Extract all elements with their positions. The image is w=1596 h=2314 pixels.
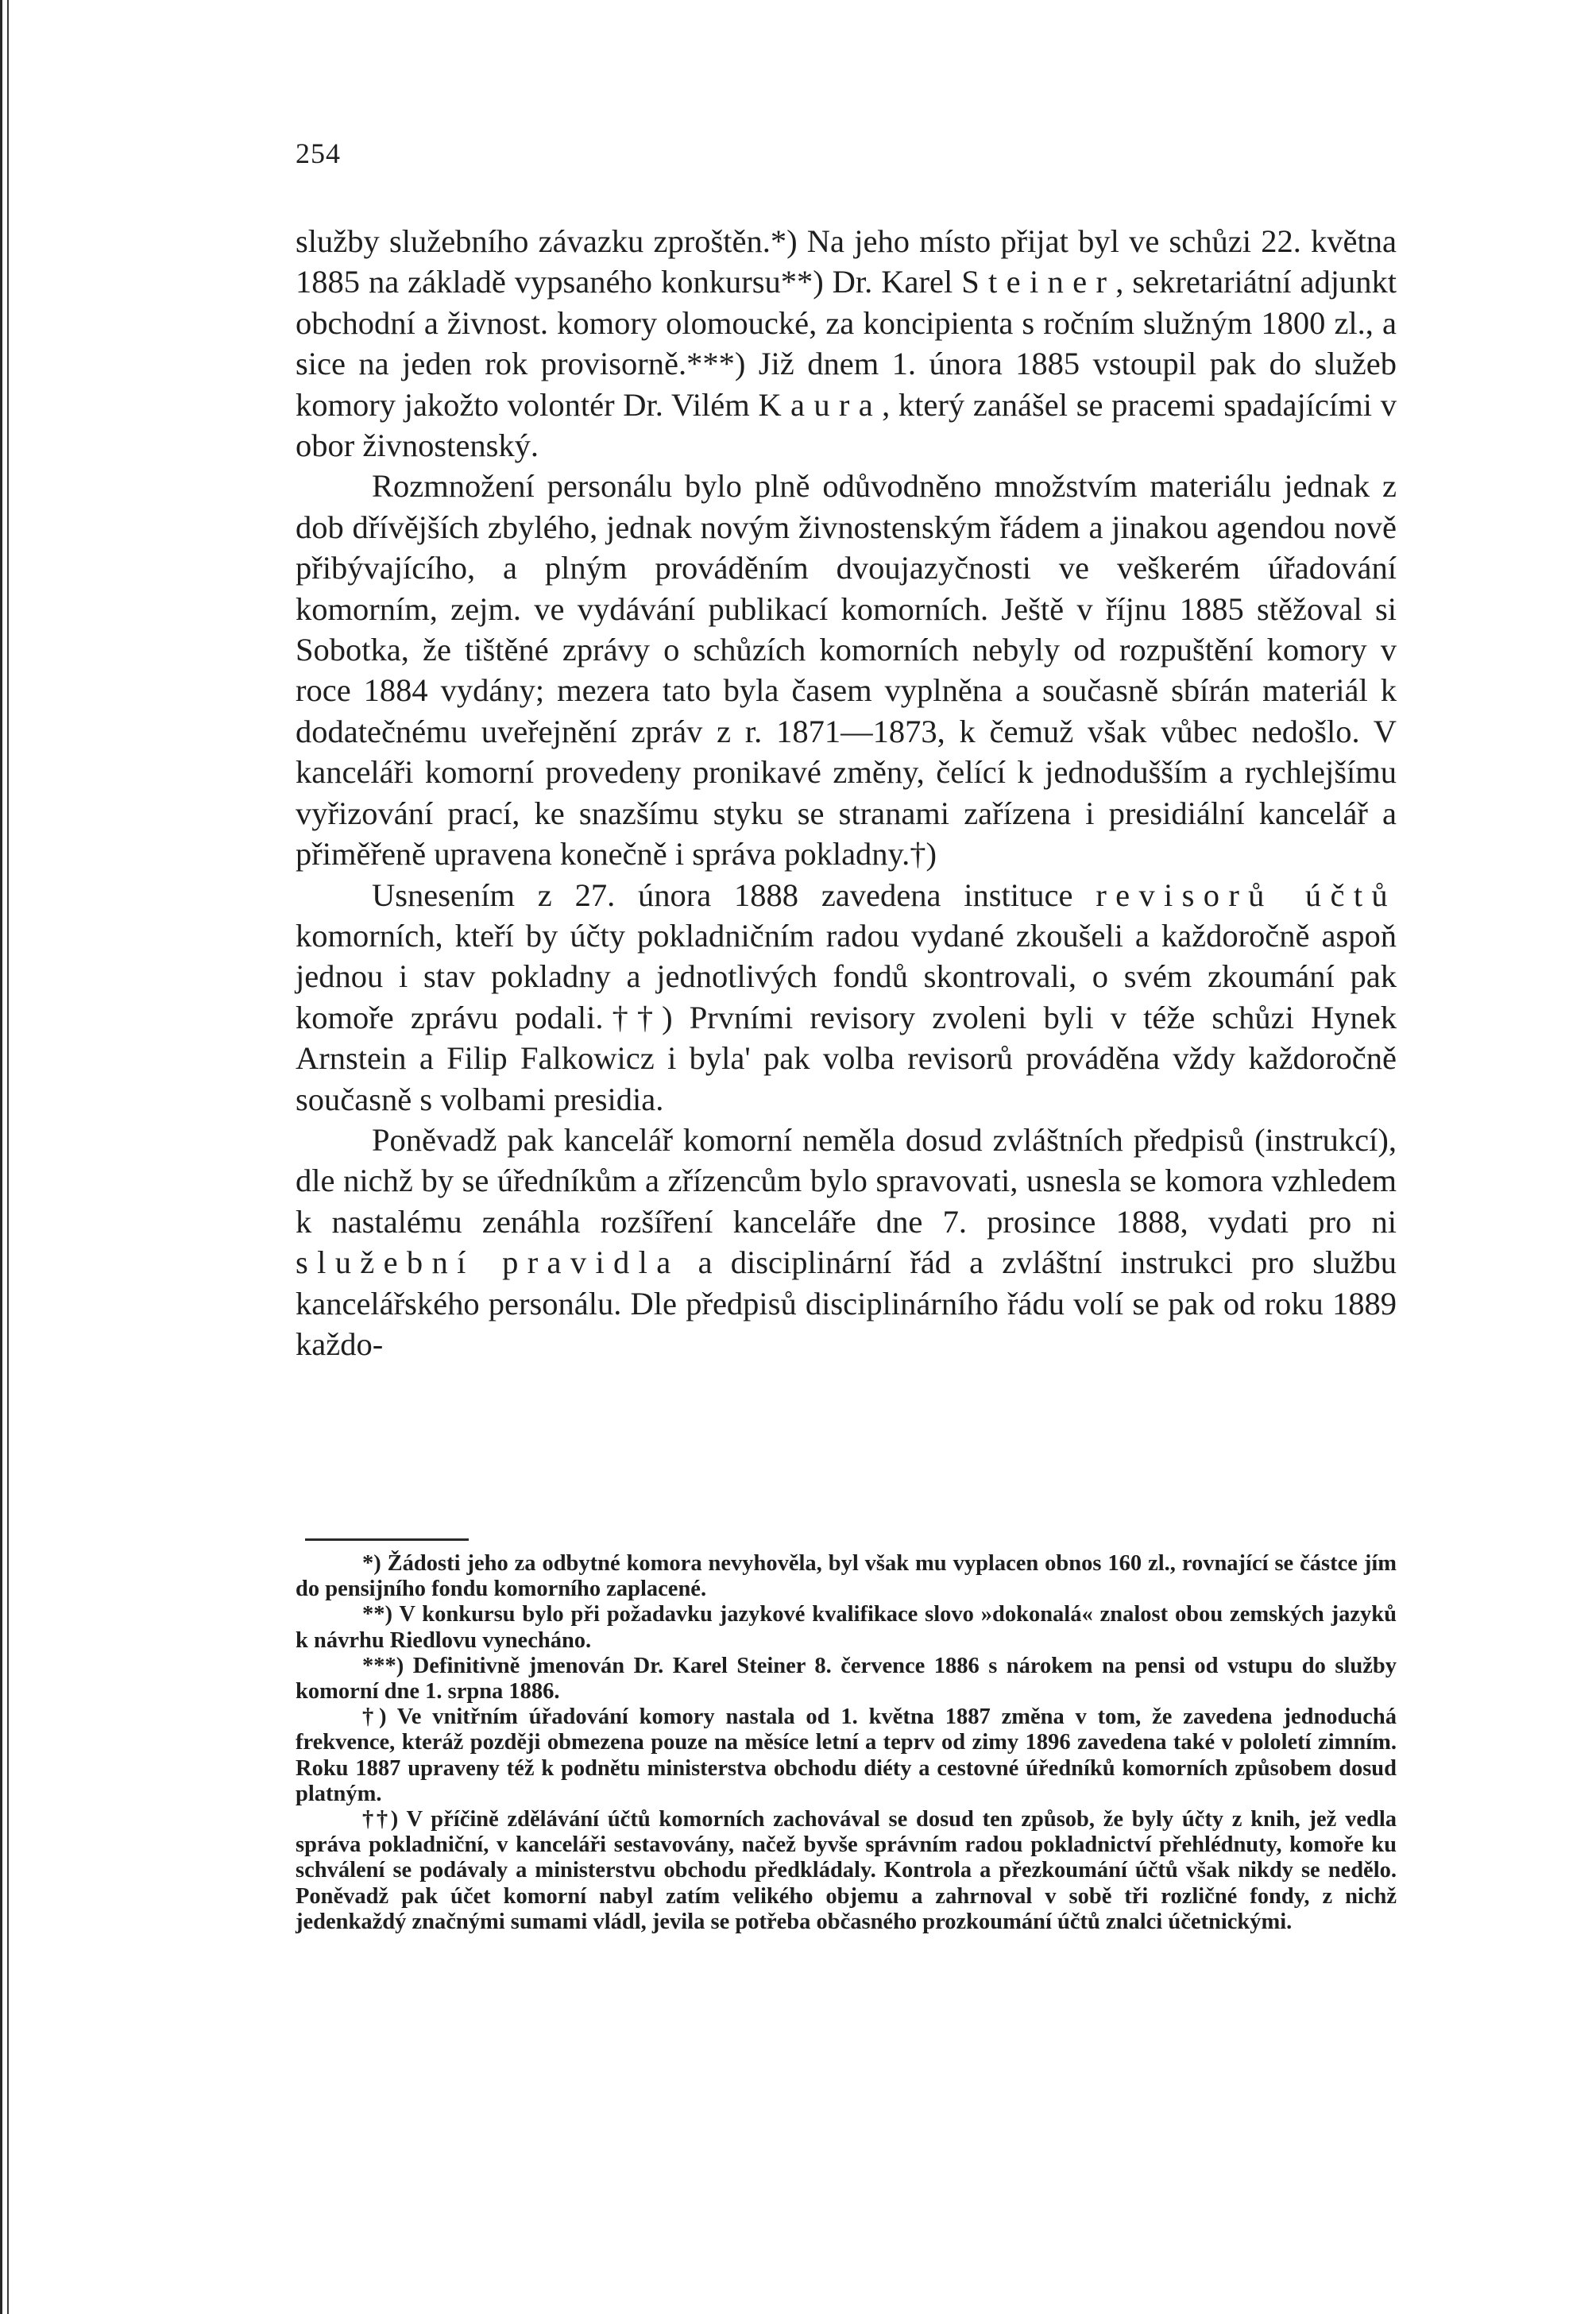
footnotes bbox=[296, 1551, 1397, 1935]
name-kaura: Kaura bbox=[758, 386, 883, 423]
footnote-1: *) Žádosti jeho za odbytné komora nevyhověla, byl však mu vyplacen obnos 160 zl., rovnající se částce jím do pensijního fondu komorního zaplacené. bbox=[296, 1551, 1397, 1602]
paragraph-3-part-a: Usnesením z 27. února 1888 zavedena instituce bbox=[372, 876, 1096, 913]
paragraph-1 bbox=[296, 221, 1397, 466]
term-revisors: revisorů účtů bbox=[1096, 876, 1397, 913]
paragraph-1-part-c: , který zanášel se pracemi spadajícími v obor živnostenský. bbox=[296, 386, 1397, 464]
paragraph-1-part-b: , sekretariátní adjunkt obchodní a živnost. komory olomoucké, za koncipienta s ročním služným 1800 zl., a sice na jeden rok provisorně.***) Již dnem 1. února 1885 vstoupil pak do služeb komory jakožto volontér Dr. Vilém bbox=[296, 264, 1397, 423]
scan-binding-edge bbox=[0, 0, 10, 2314]
page-number: 254 bbox=[296, 137, 341, 169]
footnote-2: **) V konkursu bylo při požadavku jazykové kvalifikace slovo »dokonalá« znalost obou zemských jazyků k návrhu Riedlovu vynecháno. bbox=[296, 1602, 1397, 1653]
name-steiner: Steiner bbox=[961, 264, 1116, 300]
main-text bbox=[296, 221, 1397, 1364]
paragraph-1-part-a: služby služebního závazku zproštěn.*) Na jeho místo přijat byl ve schůzi 22. května 1885 na základě vypsaného konkursu**) Dr. Karel bbox=[296, 223, 1397, 300]
paragraph-4-part-a: Poněvadž pak kancelář komorní neměla dosud zvláštních předpisů (instrukcí), dle nichž by se úředníkům a zřízencům bylo spravovati, usnesla se komora vzhledem k nastalému zenáhla rozšíření kanceláře dne 7. prosince 1888, vydati pro ni bbox=[296, 1121, 1397, 1240]
paragraph-2: Rozmnožení personálu bylo plně odůvodněno množstvím materiálu jednak z dob dřívějších zbylého, jednak novým živnostenským řádem a jinakou agendou nově přibývajícího, a plným prováděním dvoujazyčnosti ve veškerém úřadování komorním, zejm. ve vydávání publikací komorních. Ještě v říjnu 1885 stěžoval si Sobotka, že tištěné zprávy o schůzích komorních nebyly od rozpuštění komory v roce 1884 vydány; mezera tato byla časem vyplněna a současně sbírán materiál k dodatečnému uveřejnění zpráv z r. 1871—1873, k čemuž však vůbec nedošlo. V kanceláři komorní provedeny pronikavé změny, čelící k jednodušším a rychlejšímu vyřizování prací, ke snazšímu styku se stranami zařízena i presidiální kancelář a přiměřeně upravena konečně i správa pokladny.†) bbox=[296, 468, 1397, 873]
footnote-4: †) Ve vnitřním úřadování komory nastala od 1. května 1887 změna v tom, že zavedena jednoduchá frekvence, kteráž později obmezena pouze na měsíce letní a teprv od zimy 1896 zavedena také v pololetí zimním. Roku 1887 upraveny též k podnětu ministerstva obchodu diéty a cestovné úředníků komorních způsobem dosud platným. bbox=[296, 1705, 1397, 1806]
paragraph-3 bbox=[296, 875, 1397, 1120]
paragraph-3-part-b: komorních, kteří by účty pokladničním radou vydané zkoušeli a každoročně aspoň jednou i stav pokladny a jednotlivých fondů skontrovali, o svém zkoumání pak komoře zprávu podali.††) Prvními revisory zvoleni byli v téže schůzi Hynek Arnstein a Filip Falkowicz i byla' pak volba revisorů prováděna vždy každoročně současně s volbami presidia. bbox=[296, 917, 1397, 1117]
paragraph-4-part-b: a disciplinární řád a zvláštní instrukci pro službu kancelářského personálu. Dle předpisů disciplinárního řádu volí se pak od roku 1889 každo- bbox=[296, 1244, 1397, 1362]
footnote-3: ***) Definitivně jmenován Dr. Karel Steiner 8. července 1886 s nárokem na pensi od vstupu do služby komorní dne 1. srpna 1886. bbox=[296, 1653, 1397, 1705]
paragraph-4 bbox=[296, 1120, 1397, 1364]
footnote-divider bbox=[305, 1538, 469, 1541]
footnote-5: ††) V příčině zdělávání účtů komorních zachovával se dosud ten způsob, že byly účty z knih, jež vedla správa pokladniční, v kanceláři sestavovány, načež byvše správním radou pokladnictví přehlédnuty, komoře ku schválení se podávaly a ministerstvu obchodu předkládaly. Kontrola a přezkoumání účtů však nikdy se nedělo. Poněvadž pak účet komorní nabyl zatím velikého objemu a zahrnoval v sobě tři rozličné fondy, z nichž jedenkaždý značnými sumami vládl, jevila se potřeba občasného prozkoumání účtů znalci účetnickými. bbox=[296, 1807, 1397, 1934]
term-service-rules: služební pravidla bbox=[296, 1244, 680, 1281]
